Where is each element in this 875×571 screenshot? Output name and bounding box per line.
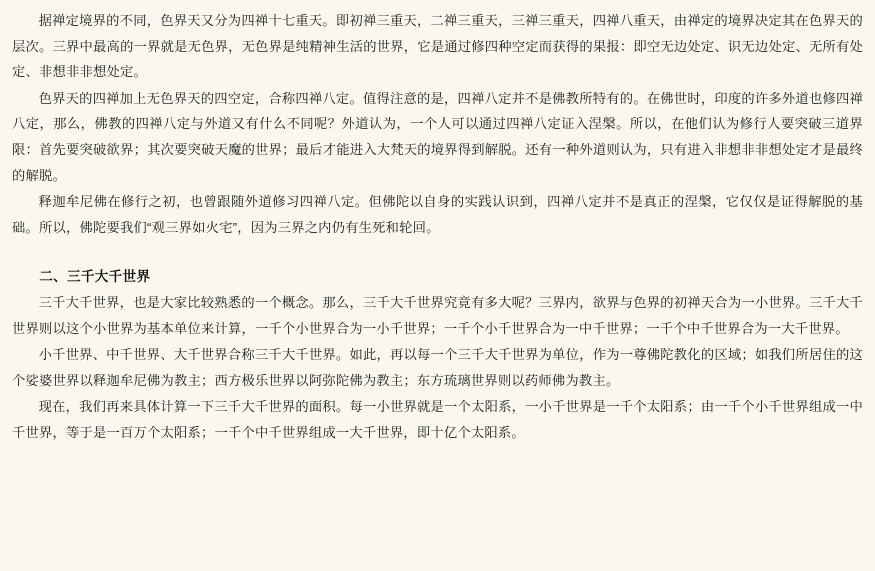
section-spacer <box>12 241 863 250</box>
section-heading: 二、三千大千世界 <box>39 269 151 285</box>
paragraph: 现在，我们再来具体计算一下三千大千世界的面积。每一小世界就是一个太阳系，一小千世界是一千个太阳系；由一千个小千世界组成一中千世界，等于是一百万个太阳系；一千个中千世界组成一大千世界，即十亿个太阳系。 <box>12 399 863 440</box>
paragraph: 小千世界、中千世界、大千世界合称三千大千世界。如此，再以每一个三千大千世界为单位，作为一尊佛陀教化的区域；如我们所居住的这个娑婆世界以释迦牟尼佛为教主；西方极乐世界以阿弥陀佛为教主；东方琉璃世界则以药师佛为教主。 <box>12 347 863 388</box>
paragraph: 色界天的四禅加上无色界天的四空定，合称四禅八定。值得注意的是，四禅八定并不是佛教所特有的。在佛世时，印度的许多外道也修四禅八定，那么，佛教的四禅八定与外道又有什么不同呢？外道认为，一个人可以通过四禅八定证入涅槃。所以，在他们认为修行人要突破三道界限：首先要突破欲界；其次要突破天魔的世界；最后才能进入大梵天的境界得到解脱。还有一种外道则认为，只有进入非想非非想处定才是最终的解脱。 <box>12 90 863 183</box>
paragraph: 释迦牟尼佛在修行之初，也曾跟随外道修习四禅八定。但佛陀以自身的实践认识到，四禅八定并不是真正的涅槃，它仅仅是证得解脱的基础。所以，佛陀要我们“观三界如火宅”，因为三界之内仍有生死和轮回。 <box>12 194 863 235</box>
paragraph: 三千大千世界，也是大家比较熟悉的一个概念。那么，三千大千世界究竟有多大呢？三界内，欲界与色界的初禅天合为一小世界。三千大千世界则以这个小世界为基本单位来计算，一千个小世界合为一小千世界；一千个小千世界合为一中千世界；一千个中千世界合为一大千世界。 <box>12 294 863 336</box>
paragraph: 据禅定境界的不同，色界天又分为四禅十七重天。即初禅三重天，二禅三重天，三禅三重天，四禅八重天，由禅定的境界决定其在色界天的层次。三界中最高的一界就是无色界，无色界是纯精神生活的世界，它是通过修四种空定而获得的果报：即空无边处定、识无边处定、无所有处定、非想非非想处定。 <box>12 13 863 80</box>
